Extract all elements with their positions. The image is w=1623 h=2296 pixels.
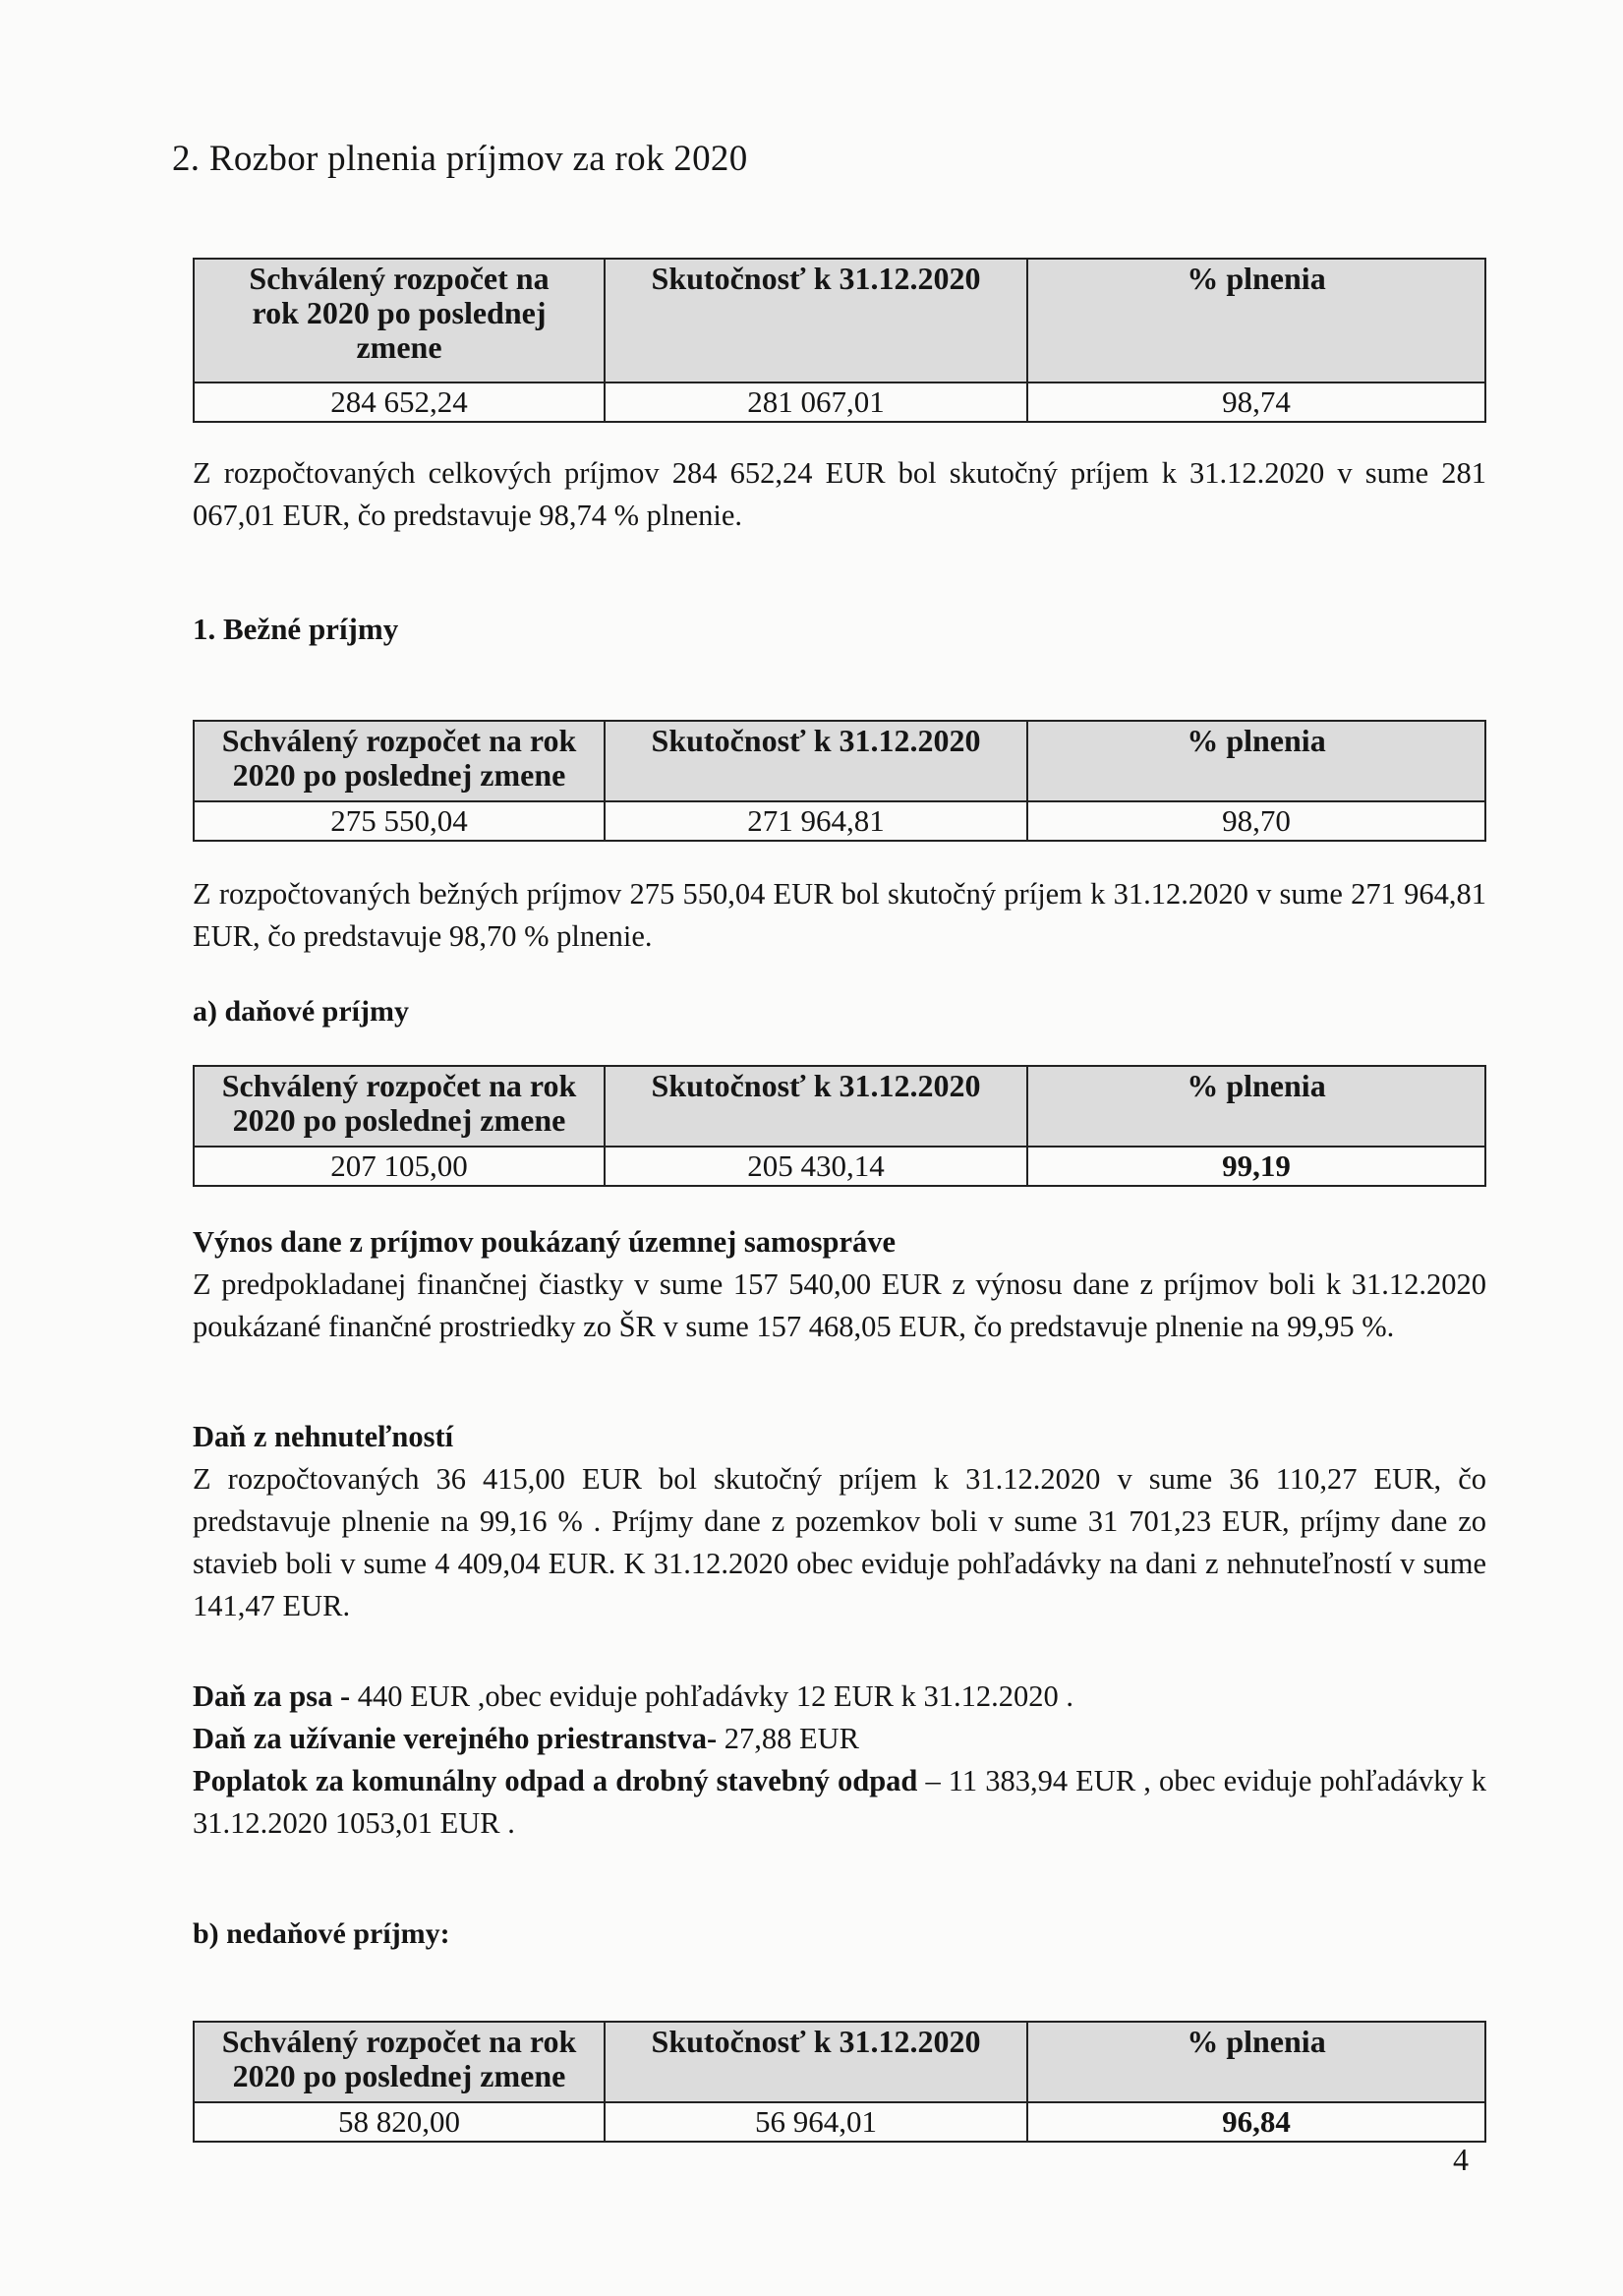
- public-space-tax-line: [193, 1718, 1486, 1760]
- waste-fee-label: Poplatok za komunálny odpad a drobný stavebný odpad: [193, 1764, 918, 1797]
- table-row: [194, 2102, 1485, 2142]
- cell-budget: 207 105,00: [194, 1147, 605, 1186]
- total-revenue-text: Z rozpočtovaných celkových príjmov 284 652,24 EUR bol skutočný príjem k 31.12.2020 v sume 281 067,01 EUR, čo predstavuje 98,74 % plnenie.: [193, 456, 1486, 532]
- table-row: [194, 1147, 1485, 1186]
- current-revenue-text: Z rozpočtovaných bežných príjmov 275 550,04 EUR bol skutočný príjem k 31.12.2020 v sume 271 964,81 EUR, čo predstavuje 98,70 % plnenie.: [193, 877, 1486, 953]
- header-actual: Skutočnosť k 31.12.2020: [605, 1066, 1027, 1147]
- header-actual: Skutočnosť k 31.12.2020: [605, 2022, 1027, 2102]
- cell-actual: 281 067,01: [605, 383, 1027, 422]
- header-actual: Skutočnosť k 31.12.2020: [605, 721, 1027, 801]
- income-tax-yield-heading: Výnos dane z príjmov poukázaný územnej samospráve: [193, 1225, 897, 1259]
- table-header-row: [194, 2022, 1485, 2102]
- section-title: 2. Rozbor plnenia príjmov za rok 2020: [172, 139, 748, 179]
- header-percent: % plnenia: [1027, 1066, 1485, 1147]
- page-number: 4: [1453, 2142, 1469, 2177]
- cell-budget: 58 820,00: [194, 2102, 605, 2142]
- tax-revenue-table: [193, 1065, 1486, 1187]
- header-percent: % plnenia: [1027, 2022, 1485, 2102]
- table-row: [194, 383, 1485, 422]
- dog-tax-text: 440 EUR ,obec eviduje pohľadávky 12 EUR k 31.12.2020 .: [350, 1679, 1073, 1713]
- table-header-row: [194, 259, 1485, 383]
- cell-percent: 96,84: [1027, 2102, 1485, 2142]
- tax-revenue-heading: a) daňové príjmy: [193, 995, 409, 1028]
- income-tax-yield-text: Z predpokladanej finančnej čiastky v sume 157 540,00 EUR z výnosu dane z príjmov boli k 31.12.2020 poukázané finančné prostriedky zo ŠR v sume 157 468,05 EUR, čo predstavuje plnenie na 99,95 %.: [193, 1267, 1486, 1343]
- nontax-revenue-table: [193, 2021, 1486, 2143]
- waste-fee-text: – 11 383,94 EUR , obec eviduje pohľadávky k 31.12.2020 1053,01 EUR .: [193, 1764, 1486, 1840]
- table-header-row: [194, 1066, 1485, 1147]
- income-tax-yield-block: [193, 1221, 1486, 1348]
- header-budget: Schválený rozpočet na rok 2020 po poslednej zmene: [194, 721, 605, 801]
- total-revenue-table: [193, 258, 1486, 423]
- public-space-tax-label: Daň za užívanie verejného priestranstva-: [193, 1722, 718, 1755]
- waste-fee-line: [193, 1760, 1486, 1845]
- header-percent: % plnenia: [1027, 259, 1485, 383]
- header-budget: Schválený rozpočet na rok 2020 po poslednej zmene: [194, 1066, 605, 1147]
- cell-percent: 98,74: [1027, 383, 1485, 422]
- dog-tax-line: [193, 1676, 1486, 1718]
- property-tax-heading: Daň z nehnuteľností: [193, 1420, 454, 1453]
- cell-percent: 98,70: [1027, 801, 1485, 841]
- cell-actual: 271 964,81: [605, 801, 1027, 841]
- cell-actual: 56 964,01: [605, 2102, 1027, 2142]
- dog-tax-label: Daň za psa -: [193, 1679, 351, 1713]
- property-tax-text: Z rozpočtovaných 36 415,00 EUR bol skutočný príjem k 31.12.2020 v sume 36 110,27 EUR, čo predstavuje plnenie na 99,16 % . Príjmy dane z pozemkov boli v sume 31 701,23 EUR, príjmy dane zo stavieb boli v sume 4 409,04 EUR. K 31.12.2020 obec eviduje pohľadávky na dani z nehnuteľností v sume 141,47 EUR.: [193, 1462, 1486, 1622]
- header-budget: Schválený rozpočet na rok 2020 po poslednej zmene: [194, 259, 605, 383]
- nontax-revenue-heading: b) nedaňové príjmy:: [193, 1917, 450, 1950]
- current-revenue-table: [193, 720, 1486, 842]
- other-fees-block: [193, 1676, 1486, 1845]
- property-tax-block: [193, 1416, 1486, 1627]
- cell-budget: 275 550,04: [194, 801, 605, 841]
- header-actual: Skutočnosť k 31.12.2020: [605, 259, 1027, 383]
- public-space-tax-text: 27,88 EUR: [717, 1722, 859, 1755]
- cell-budget: 284 652,24: [194, 383, 605, 422]
- table-row: [194, 801, 1485, 841]
- table-header-row: [194, 721, 1485, 801]
- header-budget: Schválený rozpočet na rok 2020 po poslednej zmene: [194, 2022, 605, 2102]
- cell-actual: 205 430,14: [605, 1147, 1027, 1186]
- cell-percent: 99,19: [1027, 1147, 1485, 1186]
- header-percent: % plnenia: [1027, 721, 1485, 801]
- current-revenue-heading: 1. Bežné príjmy: [193, 612, 399, 646]
